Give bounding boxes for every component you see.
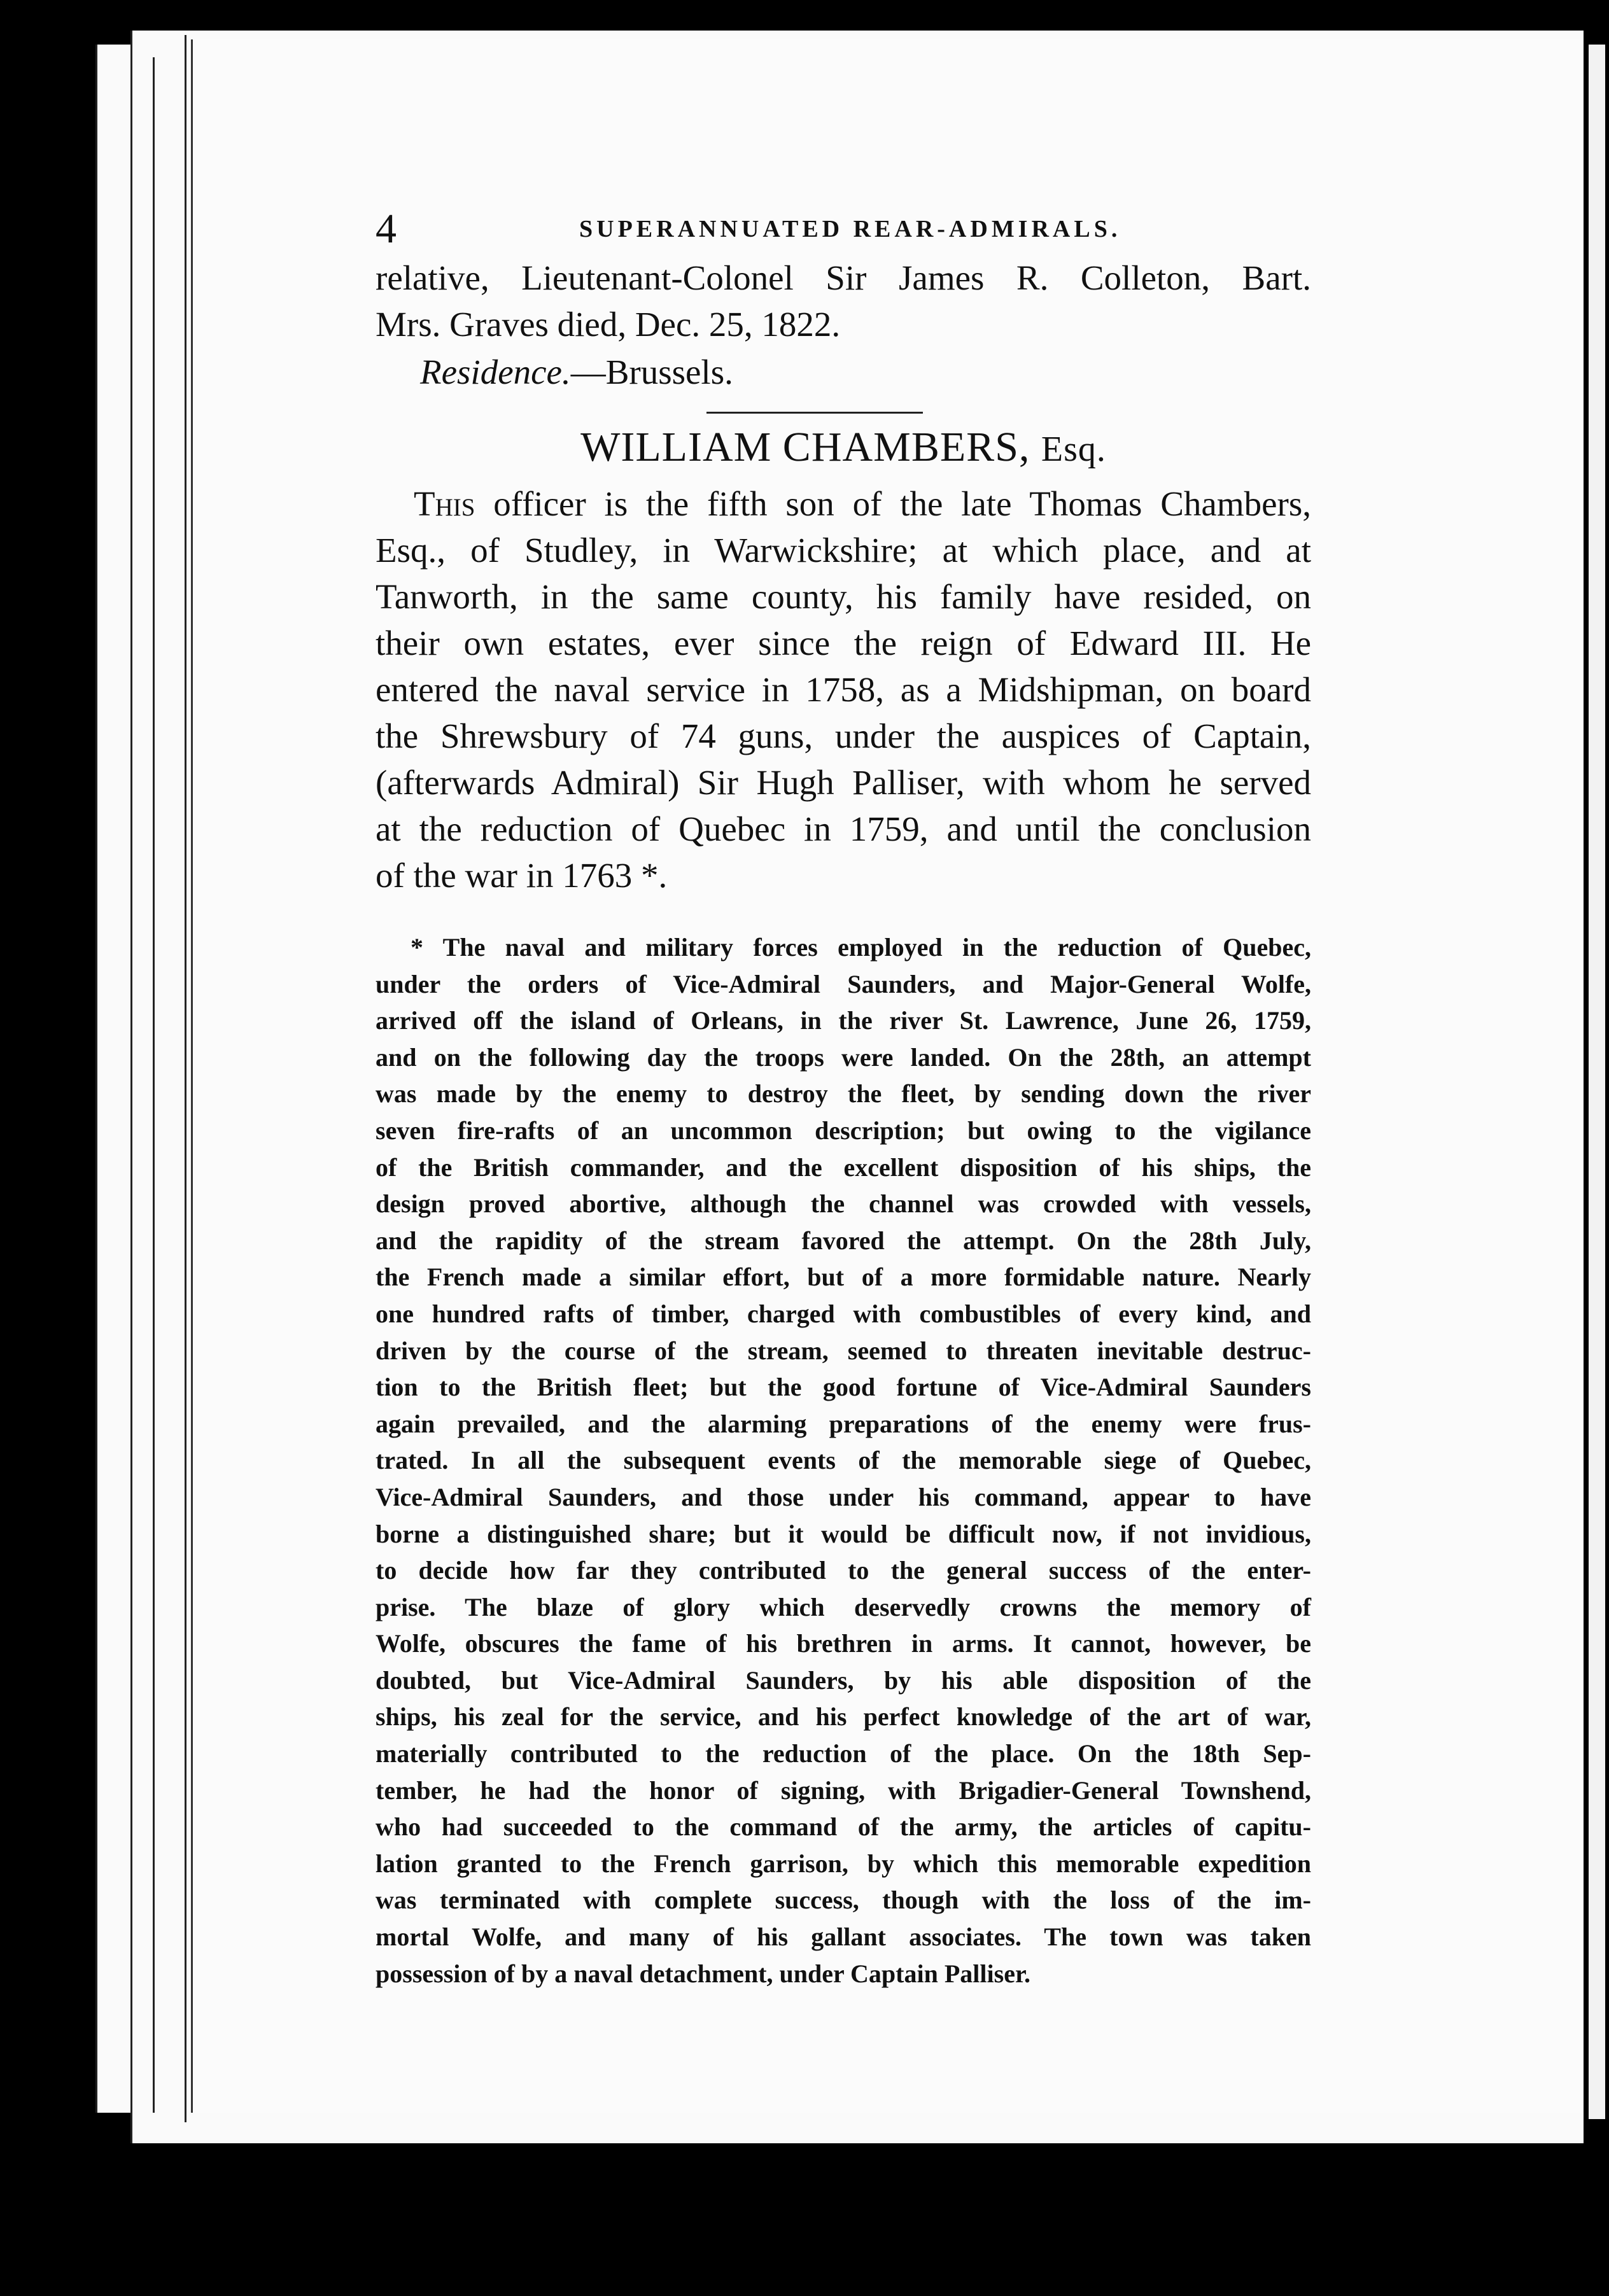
text-line: Tanworth, in the same county, his family have resided, on	[376, 577, 1311, 616]
running-head-title: SUPERANNUATED REAR-ADMIRALS.	[579, 216, 1121, 242]
footnote-line: design proved abortive, although the channel was crowded with vessels,	[376, 1189, 1311, 1219]
residence-dash: —	[570, 353, 606, 391]
footnote	[376, 929, 1311, 1992]
text-line: of the war in 1763 *.	[376, 856, 668, 895]
footnote-line: tion to the British fleet; but the good fortune of Vice-Admiral Saunders	[376, 1373, 1311, 1402]
footnote-line: mortal Wolfe, and many of his gallant associates. The town was taken	[376, 1922, 1311, 1952]
opening-text	[376, 255, 1311, 347]
footnote-line: of the British commander, and the excellent disposition of his ships, the	[376, 1152, 1311, 1182]
page-number: 4	[376, 206, 397, 252]
footnote-line: tember, he had the honor of signing, with Brigadier-General Townshend,	[376, 1775, 1311, 1805]
text-line: Mrs. Graves died, Dec. 25, 1822.	[376, 305, 841, 344]
footnote-line: and on the following day the troops were landed. On the 28th, an attempt	[376, 1042, 1311, 1072]
footnote-line: Wolfe, obscures the fame of his brethren in arms. It cannot, however, be	[376, 1629, 1311, 1658]
running-head	[376, 204, 1311, 255]
text-line: relative, Lieutenant-Colonel Sir James R. Colleton, Bart.	[376, 258, 1311, 297]
paragraph-line-rest: officer is the fifth son of the late Thomas Chambers,	[475, 484, 1311, 523]
footnote-line: lation granted to the French garrison, by which this memorable expedition	[376, 1849, 1311, 1878]
residence-label: Residence.	[420, 353, 571, 391]
footnote-line: possession of by a naval detachment, under Captain Palliser.	[376, 1959, 1031, 1988]
footnote-line: arrived off the island of Orleans, in the river St. Lawrence, June 26, 1759,	[376, 1006, 1311, 1035]
text-line: entered the naval service in 1758, as a Midshipman, on board	[376, 670, 1311, 709]
section-divider	[706, 412, 923, 414]
footnote-line: was made by the enemy to destroy the fleet, by sending down the river	[376, 1079, 1311, 1109]
residence-value: Brussels.	[605, 353, 733, 391]
biography-paragraph	[376, 480, 1311, 899]
residence-line	[376, 349, 1311, 395]
footnote-line: ships, his zeal for the service, and his perfect knowledge of the art of war,	[376, 1702, 1311, 1732]
footnote-line: who had succeeded to the command of the army, the articles of capitu-	[376, 1812, 1311, 1842]
footnote-line: was terminated with complete success, though with the loss of the im-	[376, 1886, 1311, 1915]
section-name: WILLIAM CHAMBERS,	[580, 424, 1030, 470]
footnote-line: under the orders of Vice-Admiral Saunders, and Major-General Wolfe,	[376, 969, 1311, 998]
scan-border	[1584, 0, 1609, 2296]
text-line	[376, 480, 1311, 527]
text-line: their own estates, ever since the reign of Edward III. He	[376, 624, 1311, 662]
footnote-line: and the rapidity of the stream favored the attempt. On the 28th July,	[376, 1226, 1311, 1255]
page-content	[376, 204, 1311, 1992]
section-suffix: Esq.	[1041, 430, 1106, 469]
footnote-line: Vice-Admiral Saunders, and those under his command, appear to have	[376, 1482, 1311, 1511]
footnote-line: doubted, but Vice-Admiral Saunders, by his able disposition of the	[376, 1665, 1311, 1695]
page-sliver	[1589, 45, 1605, 2119]
footnote-line: seven fire-rafts of an uncommon description; but owing to the vigilance	[376, 1116, 1311, 1145]
text-line: the Shrewsbury of 74 guns, under the auspices of Captain,	[376, 717, 1311, 755]
footnote-line: materially contributed to the reduction of the place. On the 18th Sep-	[376, 1739, 1311, 1768]
footnote-line: again prevailed, and the alarming preparations of the enemy were frus-	[376, 1409, 1311, 1438]
footnote-line: one hundred rafts of timber, charged with combustibles of every kind, and	[376, 1299, 1311, 1328]
footnote-line: the French made a similar effort, but of a more formidable nature. Nearly	[376, 1263, 1311, 1292]
text-line: at the reduction of Quebec in 1759, and until the conclusion	[376, 809, 1311, 848]
footnote-line: prise. The blaze of glory which deservedly crowns the memory of	[376, 1592, 1311, 1621]
paragraph-lead: This	[414, 484, 475, 523]
footnote-line: to decide how far they contributed to the general success of the enter-	[376, 1556, 1311, 1585]
footnote-line: borne a distinguished share; but it would be difficult now, if not invidious,	[376, 1519, 1311, 1548]
text-line: Esq., of Studley, in Warwickshire; at which place, and at	[376, 531, 1311, 570]
footnote-line: * The naval and military forces employed in the reduction of Quebec,	[411, 933, 1311, 962]
text-line: (afterwards Admiral) Sir Hugh Palliser, with whom he served	[376, 763, 1311, 802]
section-heading	[376, 419, 1311, 478]
footnote-line: driven by the course of the stream, seemed to threaten inevitable destruc-	[376, 1336, 1311, 1365]
footnote-line: trated. In all the subsequent events of the memorable siege of Quebec,	[376, 1446, 1311, 1475]
